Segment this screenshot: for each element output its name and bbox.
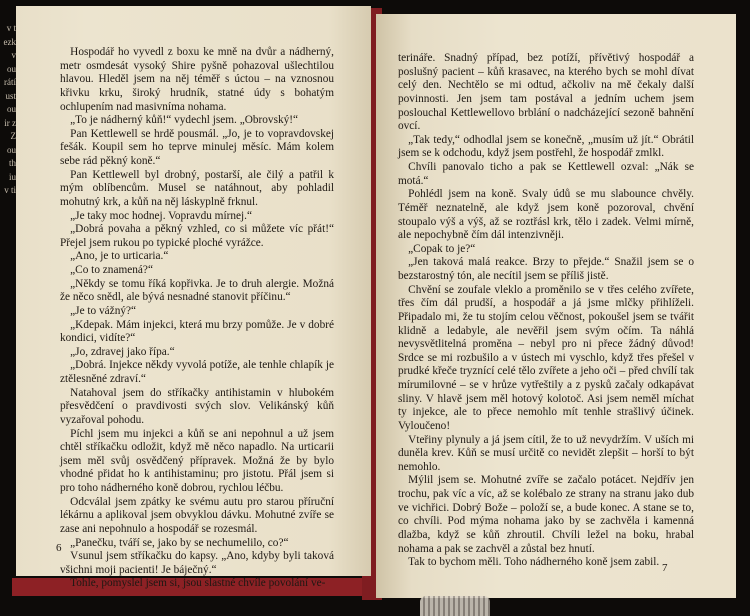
- edge-fragment: th: [8, 158, 16, 168]
- left-page-text: [60, 46, 334, 591]
- paragraph: terináře. Snadný případ, bez potíží, přívětivý hospodář a poslušný pacient – kůň krasavec, na kterého bych se mohl dívat celý den. Nechtělo se mi odtud, ačkoliv na mě čekaly další povinnosti. Jen jsem tam postával a jedním uchem jsem poslouchal Kettlewellovo brblání o nadcházející sezoně bahnění ovcí.: [398, 52, 694, 133]
- page-number: 7: [662, 562, 668, 574]
- bookmark-ribbon: [420, 596, 490, 616]
- left-page: [16, 6, 371, 590]
- paragraph: „Dobrá. Injekce někdy vyvolá potíže, ale tenhle chlapík je ztělesněné zdraví.“: [60, 359, 334, 385]
- paragraph: „Někdy se tomu říká kopřivka. Je to druh alergie. Možná že něco snědl, ale bývá nesnadné stanovit příčinu.“: [60, 277, 334, 304]
- paragraph: Hospodář ho vyvedl z boxu ke mně na dvůr a nádherný, metr osmdesát vysoký Shire pyšně pohazoval ušlechtilou hlavou. Hleděl jsem na něj téměř s úctou – na vznosnou křivku krku, široký hrudník, statné údy s bohatým ochlupením nad masivníma nohama.: [60, 46, 334, 113]
- paragraph: Natahoval jsem do stříkačky antihistamin v hlubokém přesvědčení o pravdivosti svých slov. Velikánský kůň vyzařoval pohodu.: [60, 386, 334, 426]
- paragraph: Pan Kettlewell se hrdě pousmál. „Jo, je to vopravdovskej fešák. Koupil sem ho teprve minulej měsíc. Mám kolem sebe rád pěkný koně.“: [60, 127, 334, 167]
- paragraph: Pan Kettlewell byl drobný, postarší, ale čilý a patřil k mým oblíbencům. Musel se natáhnout, aby pohladil mohutný krk, a kůň na něj láskyplně frknul.: [60, 168, 334, 208]
- paragraph: Tohle, pomyslel jsem si, jsou slastné chvíle povolání ve-: [70, 577, 326, 590]
- edge-fragment: Z: [10, 131, 16, 141]
- paragraph: „Ano, je to urticaria.“: [70, 250, 169, 263]
- paragraph: Odcválal jsem zpátky ke svému autu pro starou příruční lékárnu a aplikoval jsem obvyklou dávku. Mohutné zvíře se zase ani nepohnulo a hospodář se rozesmál.: [60, 495, 334, 535]
- paragraph: „Copak to je?“: [408, 242, 476, 255]
- edge-fragment: v: [11, 50, 16, 60]
- edge-fragment: iu: [8, 171, 16, 182]
- paragraph: „Dobrá povaha a pěkný vzhled, co si můžete víc přát!“ Přejel jsem rukou po typické ploché vyrážce.: [60, 223, 334, 249]
- edge-fragment: ou: [7, 104, 16, 114]
- paragraph: „To je nádherný kůň!“ vydechl jsem. „Obrovský!“: [70, 114, 299, 127]
- edge-fragment: ou: [7, 63, 16, 74]
- right-page: [376, 14, 736, 598]
- paragraph: „Kdepak. Mám injekci, která mu brzy pomůže. Je v dobré kondici, vidíte?“: [60, 318, 334, 345]
- paragraph: Vsunul jsem stříkačku do kapsy. „Ano, kdyby byli taková všichni moji pacienti! Je báječný.“: [60, 550, 334, 576]
- paragraph: Pohlédl jsem na koně. Svaly údů se mu slabounce chvěly. Téměř neznatelně, ale když jsem koně pozoroval, chvění stoupalo výš a výš, až se roztřásl krk, tělo i zadek. Velmi mírně, ale nepochybně čím dál intenzivněji.: [398, 188, 694, 242]
- paragraph: „Jen taková malá reakce. Brzy to přejde.“ Snažil jsem se o bezstarostný tón, ale necítil jsem se příliš jistě.: [398, 256, 694, 282]
- paragraph: „Co to znamená?“: [70, 264, 153, 276]
- paragraph: „Tak tedy,“ odhodlal jsem se konečně, „musím už jít.“ Obrátil jsem se k odchodu, když jsem postřehl, že hospodář zmlkl.: [398, 133, 694, 160]
- paragraph: „Je to vážný?“: [70, 304, 137, 317]
- edge-fragment: ou: [7, 144, 16, 155]
- paragraph: „Je taky moc hodnej. Vopravdu mírnej.“: [70, 209, 253, 222]
- paragraph: Chvíli panovalo ticho a pak se Kettlewell ozval: „Nák se motá.“: [398, 161, 694, 187]
- paragraph: „Panečku, tváří se, jako by se nechumelilo, co?“: [70, 536, 289, 549]
- edge-fragment: ust: [5, 90, 16, 101]
- paragraph: Chvění se zoufale vleklo a proměnilo se v třes celého zvířete, třes čím dál prudší, a hospodář a já jsme mlčky přihlíželi. Připadalo mi, že tu stojím celou věčnost, pokoušel jsem se tvářit klidně a ledabyle, ale nevěřil jsem svým očím. Ta náhlá nevysvětlitelná proměna – nebyl pro ni přece žádný důvod! Srdce se mi rozbušilo a v ústech mi vyschlo, když třes přešel v prudké křeče tryznící celé tělo zvířete a jeho oči – před chvílí tak mírumilovné – se v hrůze vytřeštily a z pysků začaly odkapávat sliny. V hlavě jsem měl hotový kolotoč. Asi jsem neměl míchat ty injekce, ale to přece nemohlo mít tenhle strašlivý účinek. Vyloučeno!: [398, 283, 694, 432]
- paragraph: „Jo, zdravej jako řípa.“: [70, 345, 175, 358]
- edge-fragment: ezk: [3, 36, 16, 47]
- edge-fragment: v t: [6, 23, 16, 33]
- edge-fragment: ir z: [4, 117, 16, 128]
- paragraph: Mýlil jsem se. Mohutné zvíře se začalo potácet. Nejdřív jen trochu, pak víc a víc, až se kolébalo ze strany na stranu jako dub ve vichřici. Dobrý Bože – položí se, a bude konec. A stane se to, co chvíli. Pod mýma nohama jako by se zachvěla i kamenná dlažba, když se kůň zhroutil. Chvíli ležel na boku, hrabal nohama a pak se zachvěl a zůstal bez hnutí.: [398, 474, 694, 555]
- paragraph: Tak to bychom měli. Toho nádherného koně jsem zabil.: [408, 556, 660, 569]
- page-number: 6: [56, 542, 62, 554]
- edge-fragment: rátí: [4, 77, 16, 87]
- edge-fragment: v ti: [4, 185, 16, 195]
- paragraph: Vteřiny plynuly a já jsem cítil, že to už nevydržím. V uších mi duněla krev. Kůň se musí určitě co nevidět zlepšit – horší to být nemohlo.: [398, 433, 694, 473]
- paragraph: Píchl jsem mu injekci a kůň se ani nepohnul a už jsem chtěl stříkačku odložit, když mě něco napadlo. Na urticarii jsem měl svůj osvědčený přípravek. Možná že by bylo vhodné přidat ho k antihistaminu; pro jistotu. Přál jsem si pro toho nádherného koně dobrou, rychlou léčbu.: [60, 427, 334, 494]
- right-page-text: [398, 52, 694, 570]
